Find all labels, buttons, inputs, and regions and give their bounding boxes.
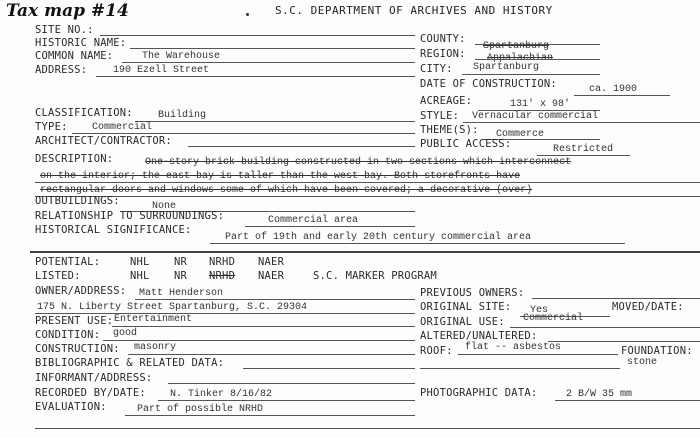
architect-line	[188, 146, 415, 147]
evaluation-line	[125, 415, 415, 416]
style-value: Vernacular commercial	[472, 111, 599, 122]
description-line-1: One-story brick building constructed in two sections which interconnect	[145, 157, 572, 168]
original-use-label: ORIGINAL USE:	[420, 316, 505, 328]
construction-value: masonry	[134, 342, 177, 353]
roof-value: flat -- asbestos	[465, 342, 562, 353]
classification-label: CLASSIFICATION:	[35, 107, 133, 119]
bibliographic-line	[243, 368, 415, 369]
condition-line	[103, 340, 415, 341]
common-name-label: COMMON NAME:	[35, 50, 114, 62]
date-of-construction-line	[574, 95, 670, 96]
description-rule-2	[35, 196, 700, 197]
relationship-label: RELATIONSHIP TO SURROUNDINGS:	[35, 210, 225, 222]
address-line	[96, 76, 415, 77]
listed-option-naer[interactable]: NAER	[258, 270, 285, 282]
photographic-data-label: PHOTOGRAPHIC DATA:	[420, 387, 538, 399]
listed-option-nr[interactable]: NR	[174, 270, 188, 282]
evaluation-label: EVALUATION:	[35, 401, 107, 413]
classification-value: Building	[158, 110, 207, 121]
altered-label: ALTERED/UNALTERED:	[420, 330, 538, 342]
condition-label: CONDITION:	[35, 329, 101, 341]
owner-address-line	[35, 313, 415, 314]
region-value: Appalachian	[487, 53, 554, 64]
type-label: TYPE:	[35, 121, 68, 133]
city-line	[462, 74, 600, 75]
description-label: DESCRIPTION:	[35, 153, 114, 165]
photographic-data-value: 2 B/W 35 mm	[566, 389, 633, 400]
architect-label: ARCHITECT/CONTRACTOR:	[35, 135, 172, 147]
original-use-value: Commercial	[523, 313, 584, 324]
style-line	[463, 122, 700, 123]
listed-option-sc-marker[interactable]: S.C. MARKER PROGRAM	[313, 270, 437, 282]
owner-name-value: Matt Henderson	[139, 288, 224, 299]
date-of-construction-value: ca. 1900	[589, 84, 638, 95]
present-use-value: Entertainment	[114, 314, 193, 325]
historical-significance-value: Part of 19th and early 20th century commercial area	[225, 232, 532, 243]
outbuildings-label: OUTBUILDINGS:	[35, 195, 120, 207]
county-line	[475, 44, 600, 45]
construction-label: CONSTRUCTION:	[35, 343, 120, 355]
roof-label: ROOF:	[420, 345, 453, 357]
historical-significance-line	[210, 243, 625, 244]
potential-option-nrhd[interactable]: NRHD	[209, 256, 236, 268]
bibliographic-label: BIBLIOGRAPHIC & RELATED DATA:	[35, 357, 225, 369]
city-value: Spartanburg	[473, 62, 540, 73]
style-label: STYLE:	[420, 110, 460, 122]
owner-name-line	[135, 299, 415, 300]
public-access-line	[537, 155, 630, 156]
previous-owners-line	[532, 298, 700, 299]
original-site-label: ORIGINAL SITE:	[420, 301, 512, 313]
public-access-label: PUBLIC ACCESS:	[420, 138, 512, 150]
department-header: S.C. DEPARTMENT OF ARCHIVES AND HISTORY	[275, 4, 553, 17]
recorded-by-label: RECORDED BY/DATE:	[35, 387, 146, 399]
present-use-line	[112, 326, 415, 327]
historic-name-label: HISTORIC NAME:	[35, 37, 127, 49]
potential-option-nr[interactable]: NR	[174, 256, 188, 268]
present-use-label: PRESENT USE:	[35, 315, 114, 327]
potential-option-nhl[interactable]: NHL	[130, 256, 150, 268]
public-access-value: Restricted	[553, 144, 614, 155]
evaluation-value: Part of possible NRHD	[137, 404, 264, 415]
original-use-line	[510, 327, 700, 328]
type-value: Commercial	[92, 122, 153, 133]
theme-label: THEME(S):	[420, 124, 479, 136]
acreage-label: ACREAGE:	[420, 95, 473, 107]
photographic-data-line	[555, 400, 700, 401]
speck	[246, 13, 249, 16]
original-site-value: Yes	[530, 305, 549, 316]
altered-line	[548, 341, 700, 342]
relationship-value: Commercial area	[268, 215, 359, 226]
moved-date-label: MOVED/DATE:	[612, 301, 684, 313]
relationship-line	[245, 226, 415, 227]
previous-owners-label: PREVIOUS OWNERS:	[420, 287, 525, 299]
owner-address-value: 175 N. Liberty Street Spartanburg, S.C. 29304	[37, 302, 308, 313]
recorded-by-line	[158, 400, 415, 401]
address-label: ADDRESS:	[35, 64, 88, 76]
region-line	[475, 59, 600, 60]
informant-label: INFORMANT/ADDRESS:	[35, 372, 153, 384]
informant-line	[168, 383, 415, 384]
common-name-line	[122, 62, 415, 63]
listed-option-nhl[interactable]: NHL	[130, 270, 150, 282]
potential-label: POTENTIAL:	[35, 256, 101, 268]
foundation-value: stone	[627, 357, 658, 368]
recorded-by-value: N. Tinker 8/16/82	[170, 389, 273, 400]
site-no-line	[100, 35, 415, 36]
section-divider	[30, 251, 700, 253]
county-value: Spartanburg	[483, 41, 550, 52]
date-of-construction-label: DATE OF CONSTRUCTION:	[420, 78, 557, 90]
description-line-3: rectangular doors and windows some of which have been covered; a decorative (over)	[40, 185, 533, 196]
common-name-value: The Warehouse	[142, 51, 221, 62]
city-label: CITY:	[420, 63, 453, 75]
region-label: REGION:	[420, 48, 466, 60]
description-line-2: on the interior; the east bay is taller than the west bay. Both storefronts have	[40, 171, 521, 182]
roof-line	[458, 354, 618, 355]
theme-value: Commerce	[496, 129, 545, 140]
acreage-value: 131' x 98'	[510, 99, 571, 110]
description-rule-1	[35, 182, 700, 183]
foundation-label: FOUNDATION:	[621, 345, 693, 357]
type-line	[72, 133, 415, 134]
construction-line	[128, 354, 415, 355]
condition-value: good	[113, 328, 138, 339]
handwritten-tax-map-note: Tax map #14	[6, 1, 129, 21]
address-value: 190 Ezell Street	[113, 65, 210, 76]
potential-option-naer[interactable]: NAER	[258, 256, 285, 268]
bibliographic-line-right	[420, 368, 620, 369]
site-no-label: SITE NO.:	[35, 24, 94, 36]
historic-name-line	[130, 48, 415, 49]
listed-label: LISTED:	[35, 270, 81, 282]
bottom-rule	[35, 428, 700, 429]
listed-option-nrhd[interactable]: NRHD	[209, 270, 236, 282]
historical-significance-label: HISTORICAL SIGNIFICANCE:	[35, 224, 192, 236]
county-label: COUNTY:	[420, 33, 466, 45]
outbuildings-value: None	[152, 201, 177, 212]
owner-address-label: OWNER/ADDRESS:	[35, 285, 127, 297]
classification-line	[135, 121, 415, 122]
